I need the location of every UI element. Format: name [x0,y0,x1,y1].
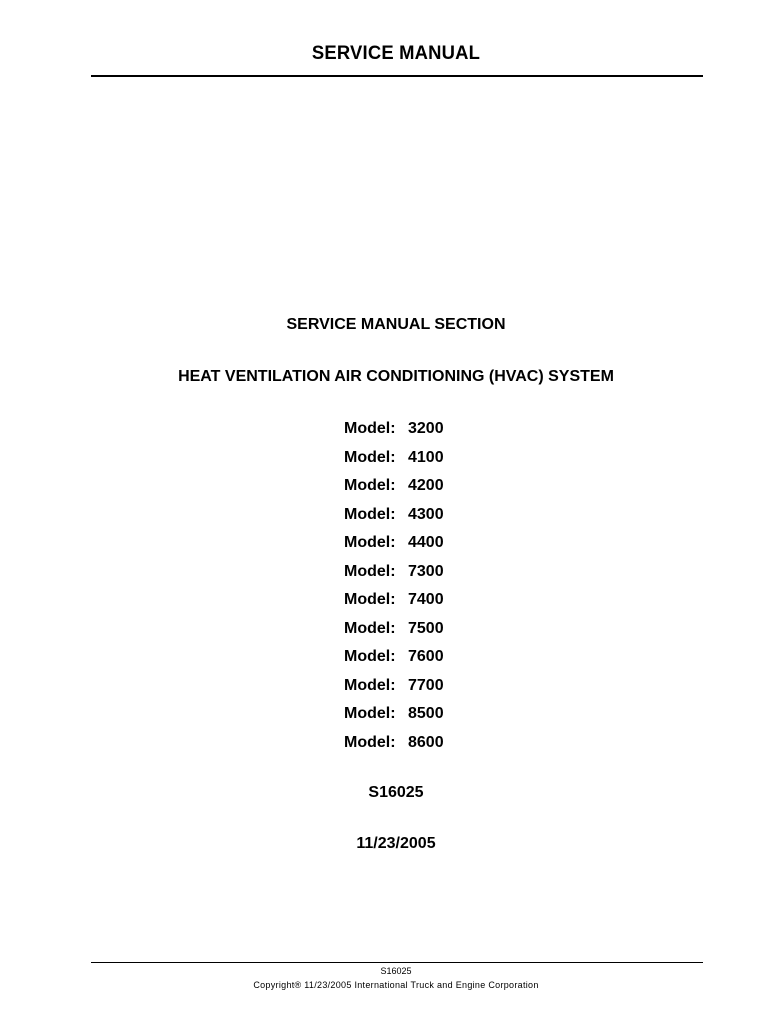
model-number: 4400 [408,534,444,551]
model-row [344,505,444,534]
model-label: Model: [344,448,396,466]
model-row [344,733,444,762]
model-label: Model: [344,420,396,437]
model-label: Model: [344,676,396,694]
footer-document-number: S16025 [380,966,412,976]
model-list [344,419,444,761]
model-row [344,448,444,477]
footer-copyright: Copyright® 11/23/2005 International Truck and Engine Corporation [253,980,539,990]
page-header-title: SERVICE MANUAL [311,43,481,64]
model-label: Model: [344,562,396,580]
model-label: Model: [344,477,396,494]
model-label: Model: [344,705,396,722]
model-number: 7600 [408,648,444,665]
model-number: 4200 [408,477,444,494]
model-number: 8600 [408,733,444,751]
model-row [344,419,444,448]
model-number: 7700 [408,676,444,694]
model-row [344,676,444,705]
model-number: 8500 [408,705,444,722]
document-date: 11/23/2005 [356,835,436,852]
model-label: Model: [344,505,396,523]
model-row [344,590,444,619]
model-row [344,562,444,591]
model-number: 4100 [408,448,444,466]
model-label: Model: [344,619,396,637]
model-label: Model: [344,591,396,608]
model-label: Model: [344,534,396,551]
system-title: HEAT VENTILATION AIR CONDITIONING (HVAC) SYSTEM [178,368,614,385]
model-label: Model: [344,733,396,751]
header-divider [91,75,703,77]
document-number: S16025 [368,784,424,801]
model-row [344,476,444,505]
model-label: Model: [344,648,396,665]
model-row [344,533,444,562]
model-number: 7300 [408,562,444,580]
model-number: 4300 [408,505,444,523]
model-row [344,647,444,676]
model-row [344,619,444,648]
model-number: 3200 [408,420,444,437]
footer-divider [91,962,703,963]
section-title: SERVICE MANUAL SECTION [286,316,506,333]
model-row [344,704,444,733]
model-number: 7400 [408,591,444,608]
model-number: 7500 [408,619,444,637]
